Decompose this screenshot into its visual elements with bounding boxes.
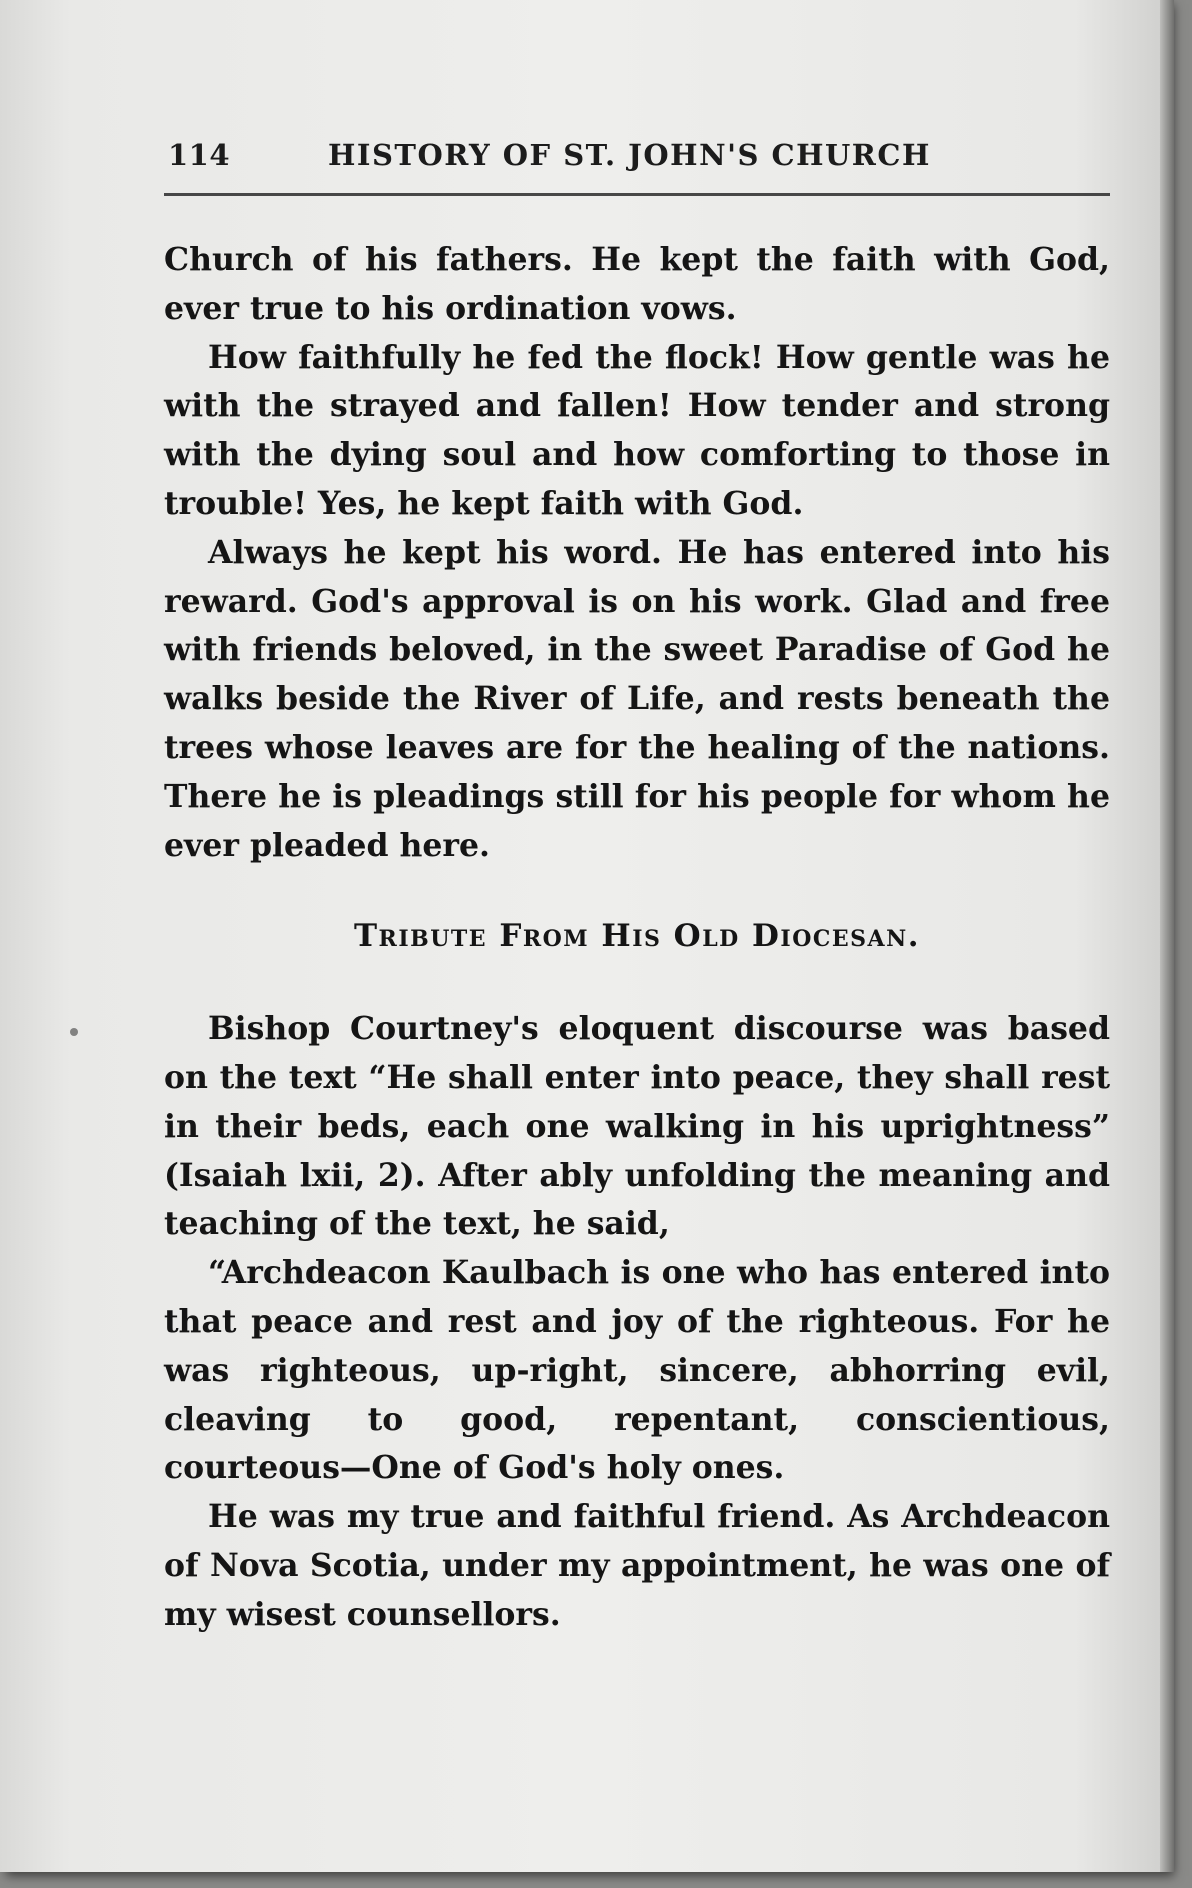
- paragraph-2: How faithfully he fed the flock! How gentle was he with the strayed and fallen! How tender and strong with the dying soul and how comforting to those in trouble! Yes, he kept faith with God.: [164, 338, 1110, 522]
- ink-smudge: [70, 1028, 78, 1036]
- page-header: [168, 138, 1108, 188]
- page-number: 114: [168, 138, 231, 172]
- running-head: HISTORY OF ST. JOHN'S CHURCH: [328, 138, 931, 172]
- section-heading: Tribute From His Old Diocesan.: [353, 918, 921, 955]
- paragraph-4: Bishop Courtney's eloquent discourse was based on the text “He shall enter into peace, they shall rest in their beds, each one walking in his uprightness” (Isaiah lxii, 2). After ably unfolding the meaning and teaching of the text, he said,: [164, 1010, 1110, 1243]
- header-rule: [164, 193, 1110, 196]
- body-text: [164, 236, 1110, 1640]
- paragraph-5: “Archdeacon Kaulbach is one who has entered into that peace and rest and joy of the righteous. For he was righteous, up-right, sincere, abhorring evil, cleaving to good, repentant, conscientious, courteous—One of God's holy ones.: [164, 1254, 1110, 1487]
- paragraph-6: He was my true and faithful friend. As Archdeacon of Nova Scotia, under my appointment, he was one of my wisest counsellors.: [164, 1498, 1110, 1633]
- paragraph-3: Always he kept his word. He has entered into his reward. God's approval is on his work. Glad and free with friends beloved, in the sweet Paradise of God he walks beside the River of Life, and rests beneath the trees whose leaves are for the healing of the nations. There he is pleadings still for his people for whom he ever pleaded here.: [164, 533, 1110, 864]
- paragraph-1: Church of his fathers. He kept the faith with God, ever true to his ordination vows.: [164, 241, 1110, 327]
